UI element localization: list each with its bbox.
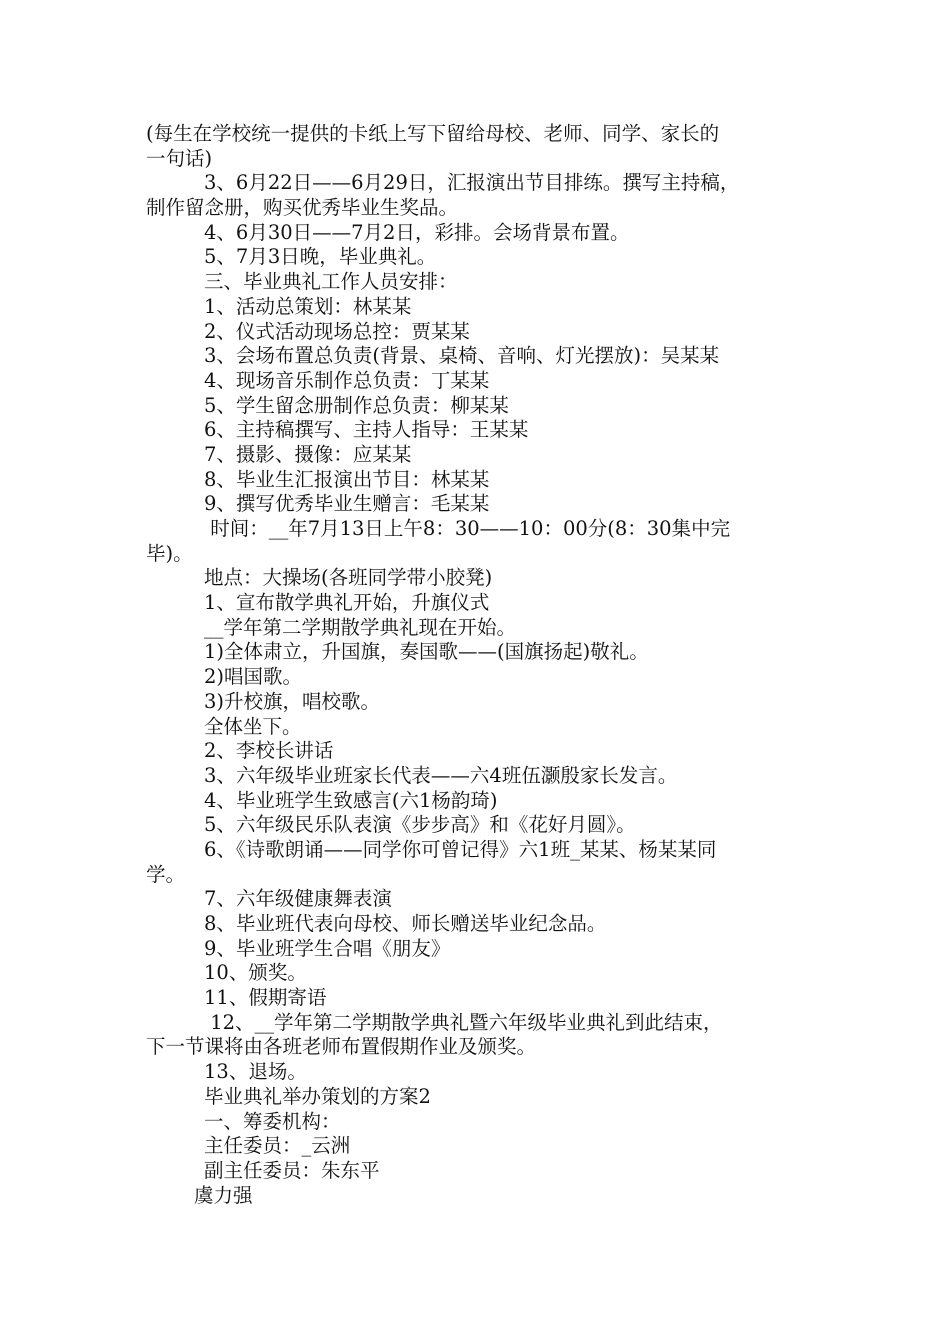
text-line: 3、六年级毕业班家长代表——六4班伍灏殷家长发言。 [204,763,678,787]
text-line: 下一节课将由各班老师布置假期作业及颁奖。 [146,1035,537,1059]
text-line: __学年第二学期散学典礼现在开始。 [204,615,517,639]
text-line: 5、六年级民乐队表演《步步高》和《花好月圆》。 [204,813,636,837]
text-line: 1、活动总策划：林某某 [204,294,412,318]
text-line: 一句话) [146,146,213,170]
text-line: 3)升校旗，唱校歌。 [204,689,381,713]
text-line: 8、毕业生汇报演出节目：林某某 [204,467,490,491]
text-line: 7、六年级健康舞表演 [204,887,392,911]
text-line: 12、__学年第二学期散学典礼暨六年级毕业典礼到此结束， [204,1010,723,1034]
text-line: 副主任委员：朱东平 [204,1158,380,1182]
text-line: 地点：大操场(各班同学带小胶凳) [204,566,493,590]
text-line: 学。 [146,862,186,886]
text-line: 2、李校长讲话 [204,739,334,763]
text-line: 1、宣布散学典礼开始，升旗仪式 [204,591,490,615]
text-line: 10、颁奖。 [204,961,307,985]
text-line: 主任委员：_云洲 [204,1134,351,1158]
text-line: 13、退场。 [204,1060,307,1084]
text-line: 毕业典礼举办策划的方案2 [204,1084,431,1108]
text-line: 5、学生留念册制作总负责：柳某某 [204,393,509,417]
text-line: 4、毕业班学生致感言(六1杨韵琦) [204,788,498,812]
text-line: 9、毕业班学生合唱《朋友》 [204,936,451,960]
text-line: 毕)。 [146,541,193,565]
text-line: 4、现场音乐制作总负责：丁某某 [204,368,490,392]
text-line: 三、毕业典礼工作人员安排： [204,270,458,294]
text-line: 一、筹委机构： [204,1109,341,1133]
text-line: 7、摄影、摄像：应某某 [204,442,412,466]
text-line: 4、6月30日——7月2日，彩排。会场背景布置。 [204,220,630,244]
text-line: 3、6月22日——6月29日，汇报演出节目排练。撰写主持稿， [204,171,740,195]
text-line: 制作留念册，购买优秀毕业生奖品。 [146,196,459,220]
document-body [146,122,816,1208]
text-line: 2、仪式活动现场总控：贾某某 [204,319,470,343]
text-line: 11、假期寄语 [204,986,327,1010]
text-line: 6、《诗歌朗诵——同学你可曾记得》六1班_某某、杨某某同 [204,837,717,861]
text-line: 3、会场布置总负责(背景、桌椅、音响、灯光摆放)：吴某某 [204,344,720,368]
text-line: 全体坐下。 [204,714,302,738]
text-line: 2)唱国歌。 [204,665,303,689]
text-line: (每生在学校统一提供的卡纸上写下留给母校、老师、同学、家长的 [146,122,720,145]
text-line: 5、7月3日晚，毕业典礼。 [204,245,437,269]
text-line: 6、主持稿撰写、主持人指导：王某某 [204,418,529,442]
text-line: 9、撰写优秀毕业生赠言：毛某某 [204,492,490,516]
text-line: 时间：__年7月13日上午8：30——10：00分(8：30集中完 [204,517,731,540]
text-line: 虞力强 [194,1183,253,1207]
text-line: 8、毕业班代表向母校、师长赠送毕业纪念品。 [204,912,607,935]
text-line: 1)全体肃立，升国旗，奏国歌——(国旗扬起)敬礼。 [204,640,649,664]
